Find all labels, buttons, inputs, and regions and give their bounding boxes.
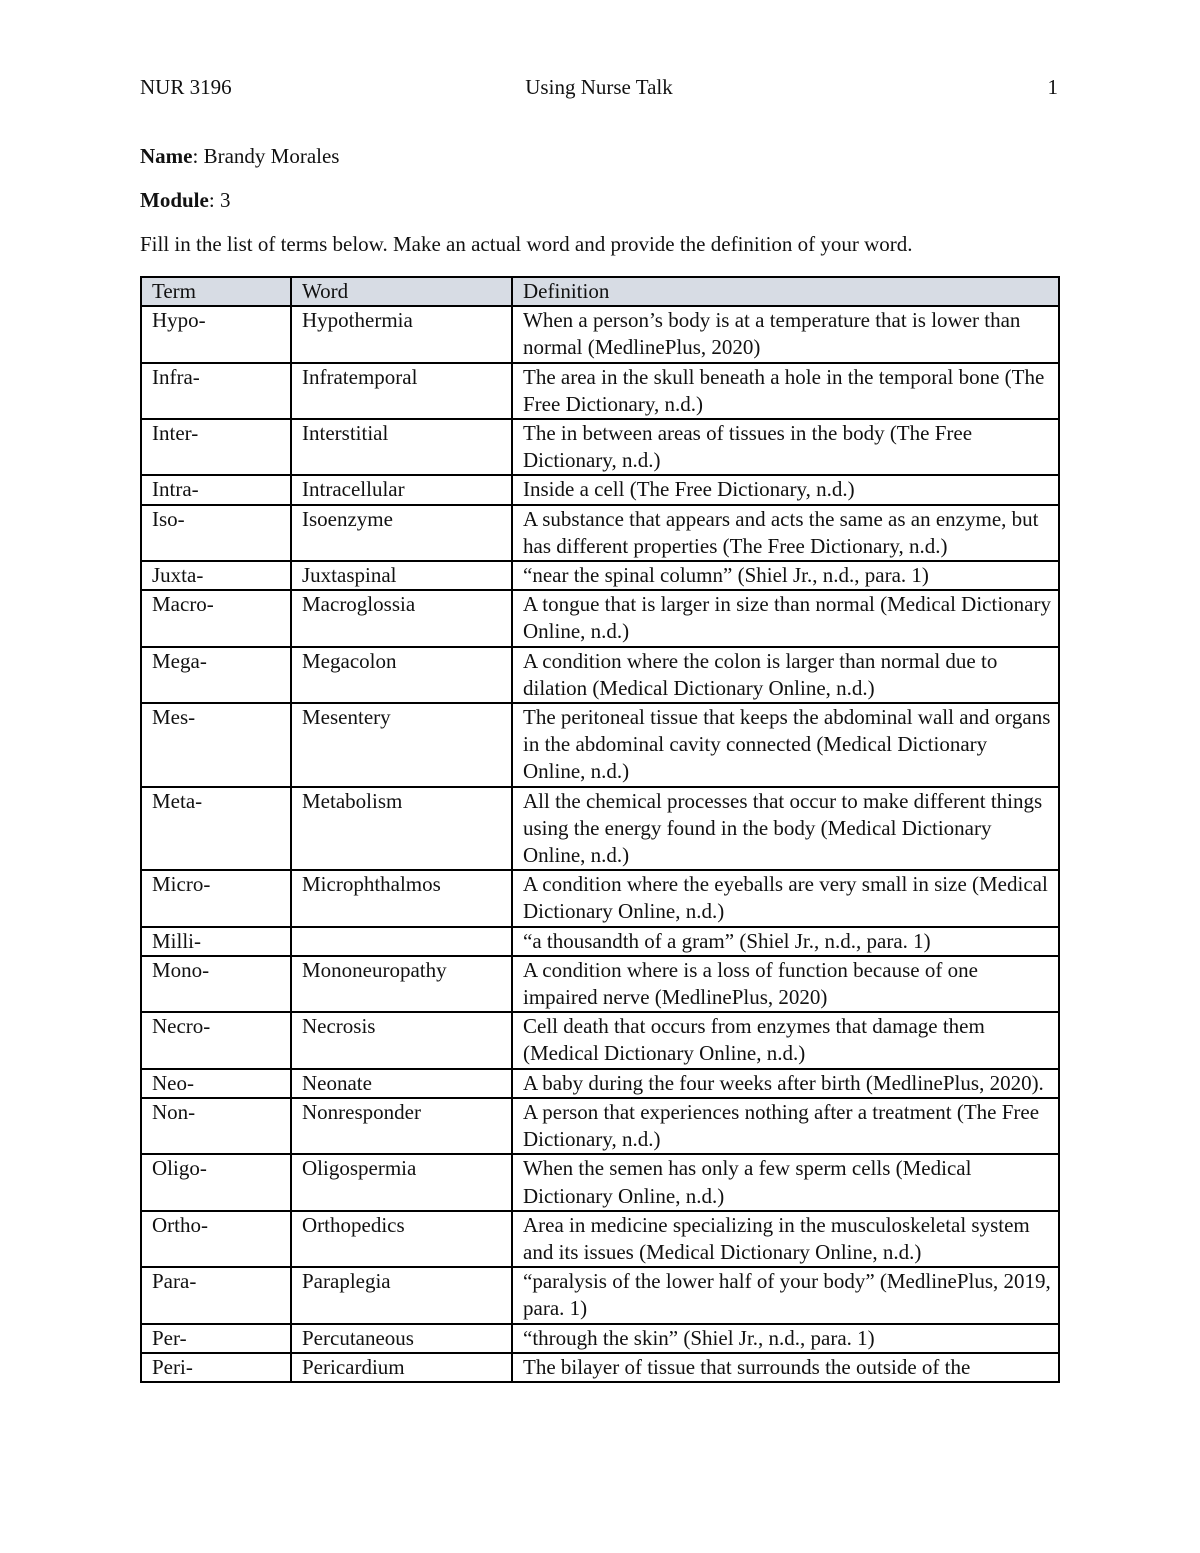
table-cell-definition: A person that experiences nothing after a treatment (The Free Dictionary, n.d.) [512, 1098, 1059, 1154]
table-cell-term: Per- [141, 1324, 291, 1353]
table-row [141, 1211, 1059, 1267]
table-cell-term: Necro- [141, 1012, 291, 1068]
table-cell-definition: Area in medicine specializing in the musculoskeletal system and its issues (Medical Dictionary Online, n.d.) [512, 1211, 1059, 1267]
table-cell-word: Necrosis [291, 1012, 512, 1068]
table-cell-word: Isoenzyme [291, 505, 512, 561]
terms-table [140, 276, 1060, 1383]
table-cell-word [291, 927, 512, 956]
table-row [141, 1069, 1059, 1098]
table-cell-term: Inter- [141, 419, 291, 475]
table-cell-word: Neonate [291, 1069, 512, 1098]
table-cell-term: Intra- [141, 475, 291, 504]
table-cell-definition: A tongue that is larger in size than normal (Medical Dictionary Online, n.d.) [512, 590, 1059, 646]
page-header [140, 72, 1058, 102]
table-row [141, 363, 1059, 419]
table-cell-definition: A condition where the eyeballs are very small in size (Medical Dictionary Online, n.d.) [512, 870, 1059, 926]
table-row [141, 306, 1059, 362]
table-cell-term: Mega- [141, 647, 291, 703]
name-line: Name: Brandy Morales [140, 144, 340, 168]
table-cell-definition: The in between areas of tissues in the body (The Free Dictionary, n.d.) [512, 419, 1059, 475]
header-title: Using Nurse Talk [525, 75, 673, 99]
table-cell-term: Meta- [141, 787, 291, 871]
column-header-word: Word [291, 277, 512, 306]
table-cell-definition: The peritoneal tissue that keeps the abdominal wall and organs in the abdominal cavity connected (Medical Dictionary Online, n.d.) [512, 703, 1059, 787]
table-cell-definition: “near the spinal column” (Shiel Jr., n.d., para. 1) [512, 561, 1059, 590]
table-row [141, 1267, 1059, 1323]
table-cell-term: Para- [141, 1267, 291, 1323]
table-row [141, 1353, 1059, 1382]
table-row [141, 419, 1059, 475]
table-cell-definition: “paralysis of the lower half of your body” (MedlinePlus, 2019, para. 1) [512, 1267, 1059, 1323]
column-header-term: Term [141, 277, 291, 306]
table-row [141, 1324, 1059, 1353]
table-cell-term: Juxta- [141, 561, 291, 590]
table-cell-word: Metabolism [291, 787, 512, 871]
table-cell-term: Non- [141, 1098, 291, 1154]
table-row [141, 590, 1059, 646]
table-cell-word: Megacolon [291, 647, 512, 703]
table-cell-word: Orthopedics [291, 1211, 512, 1267]
table-cell-term: Infra- [141, 363, 291, 419]
column-header-definition: Definition [512, 277, 1059, 306]
table-row [141, 1012, 1059, 1068]
table-cell-term: Iso- [141, 505, 291, 561]
table-cell-definition: Cell death that occurs from enzymes that damage them (Medical Dictionary Online, n.d.) [512, 1012, 1059, 1068]
instructions: Fill in the list of terms below. Make an actual word and provide the definition of your word. [140, 232, 913, 256]
table-row [141, 956, 1059, 1012]
table-cell-term: Ortho- [141, 1211, 291, 1267]
table-row [141, 787, 1059, 871]
table-cell-term: Milli- [141, 927, 291, 956]
table-cell-word: Oligospermia [291, 1154, 512, 1210]
name-value: Brandy Morales [203, 144, 340, 168]
table-cell-definition: A condition where is a loss of function because of one impaired nerve (MedlinePlus, 2020) [512, 956, 1059, 1012]
module-line: Module: 3 [140, 188, 231, 212]
table-row [141, 561, 1059, 590]
table-cell-word: Intracellular [291, 475, 512, 504]
table-cell-definition: A baby during the four weeks after birth (MedlinePlus, 2020). [512, 1069, 1059, 1098]
header-page-number: 1 [1047, 75, 1058, 99]
table-cell-definition: When a person’s body is at a temperature that is lower than normal (MedlinePlus, 2020) [512, 306, 1059, 362]
table-cell-word: Juxtaspinal [291, 561, 512, 590]
table-cell-word: Mesentery [291, 703, 512, 787]
table-cell-word: Percutaneous [291, 1324, 512, 1353]
module-label: Module [140, 188, 209, 212]
table-cell-term: Neo- [141, 1069, 291, 1098]
table-cell-definition: “through the skin” (Shiel Jr., n.d., para. 1) [512, 1324, 1059, 1353]
table-cell-word: Microphthalmos [291, 870, 512, 926]
table-row [141, 1154, 1059, 1210]
table-cell-term: Mes- [141, 703, 291, 787]
table-row [141, 870, 1059, 926]
table-row [141, 505, 1059, 561]
table-cell-term: Mono- [141, 956, 291, 1012]
name-label: Name [140, 144, 193, 168]
table-cell-term: Macro- [141, 590, 291, 646]
table-cell-term: Oligo- [141, 1154, 291, 1210]
table-cell-word: Mononeuropathy [291, 956, 512, 1012]
table-cell-word: Infratemporal [291, 363, 512, 419]
table-cell-definition: Inside a cell (The Free Dictionary, n.d.) [512, 475, 1059, 504]
table-row [141, 703, 1059, 787]
table-row [141, 927, 1059, 956]
table-cell-word: Interstitial [291, 419, 512, 475]
table-cell-definition: The bilayer of tissue that surrounds the outside of the [512, 1353, 1059, 1382]
table-cell-word: Macroglossia [291, 590, 512, 646]
table-header-row [141, 277, 1059, 306]
table-cell-definition: A condition where the colon is larger than normal due to dilation (Medical Dictionary Online, n.d.) [512, 647, 1059, 703]
table-cell-term: Peri- [141, 1353, 291, 1382]
table-cell-word: Pericardium [291, 1353, 512, 1382]
table-cell-definition: When the semen has only a few sperm cells (Medical Dictionary Online, n.d.) [512, 1154, 1059, 1210]
table-cell-definition: The area in the skull beneath a hole in the temporal bone (The Free Dictionary, n.d.) [512, 363, 1059, 419]
table-row [141, 475, 1059, 504]
table-cell-word: Nonresponder [291, 1098, 512, 1154]
table-cell-term: Hypo- [141, 306, 291, 362]
table-cell-definition: “a thousandth of a gram” (Shiel Jr., n.d., para. 1) [512, 927, 1059, 956]
terms-table-body [141, 306, 1059, 1382]
header-course: NUR 3196 [140, 75, 232, 99]
table-row [141, 647, 1059, 703]
module-value: 3 [219, 188, 231, 212]
table-cell-definition: A substance that appears and acts the same as an enzyme, but has different properties (The Free Dictionary, n.d.) [512, 505, 1059, 561]
table-cell-definition: All the chemical processes that occur to make different things using the energy found in the body (Medical Dictionary Online, n.d.) [512, 787, 1059, 871]
table-cell-word: Paraplegia [291, 1267, 512, 1323]
table-row [141, 1098, 1059, 1154]
table-cell-term: Micro- [141, 870, 291, 926]
table-cell-word: Hypothermia [291, 306, 512, 362]
